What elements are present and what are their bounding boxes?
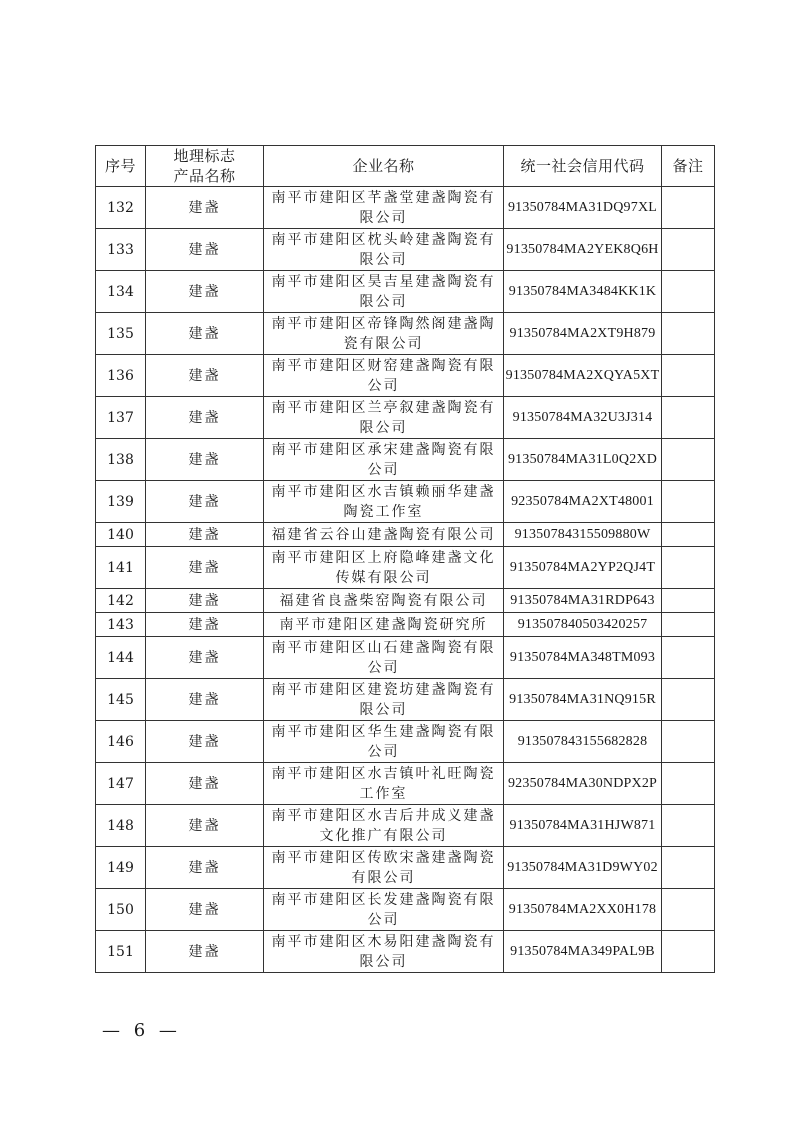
table-row bbox=[96, 679, 715, 721]
cell-company-name: 南平市建阳区水吉镇叶礼旺陶瓷工作室 bbox=[264, 763, 504, 805]
cell-remark bbox=[662, 547, 715, 589]
table-row bbox=[96, 355, 715, 397]
header-company: 企业名称 bbox=[264, 146, 504, 187]
cell-credit-code: 91350784050342025​7 bbox=[504, 613, 662, 637]
cell-remark bbox=[662, 187, 715, 229]
cell-remark bbox=[662, 613, 715, 637]
cell-company-name: 南平市建阳区建盏陶瓷研究所 bbox=[264, 613, 504, 637]
cell-company-name: 南平市建阳区水吉镇赖丽华建盏陶瓷工作室 bbox=[264, 481, 504, 523]
cell-company-name: 南平市建阳区枕头岭建盏陶瓷有限公司 bbox=[264, 229, 504, 271]
cell-credit-code: 91350784MA31DQ97XL bbox=[504, 187, 662, 229]
cell-product: 建盏 bbox=[146, 721, 264, 763]
cell-company-name: 南平市建阳区兰亭叙建盏陶瓷有限公司 bbox=[264, 397, 504, 439]
cell-company-name: 南平市建阳区芊盏堂建盏陶瓷有限公司 bbox=[264, 187, 504, 229]
table-header-row bbox=[96, 146, 715, 187]
cell-product: 建盏 bbox=[146, 763, 264, 805]
cell-seq: 138 bbox=[96, 439, 146, 481]
cell-company-name: 南平市建阳区上府隐峰建盏文化传媒有限公司 bbox=[264, 547, 504, 589]
cell-credit-code: 91350784MA31RDP643 bbox=[504, 589, 662, 613]
enterprise-table bbox=[95, 145, 715, 973]
table-row bbox=[96, 889, 715, 931]
cell-remark bbox=[662, 763, 715, 805]
header-code: 统一社会信用代码 bbox=[504, 146, 662, 187]
cell-product: 建盏 bbox=[146, 547, 264, 589]
cell-remark bbox=[662, 397, 715, 439]
table-row bbox=[96, 481, 715, 523]
cell-company-name: 南平市建阳区木易阳建盏陶瓷有限公司 bbox=[264, 931, 504, 973]
table-row bbox=[96, 931, 715, 973]
cell-remark bbox=[662, 481, 715, 523]
cell-credit-code: 91350784MA2XQYA5XT bbox=[504, 355, 662, 397]
cell-seq: 133 bbox=[96, 229, 146, 271]
cell-company-name: 福建省良盏柴窑陶瓷有限公司 bbox=[264, 589, 504, 613]
cell-product: 建盏 bbox=[146, 229, 264, 271]
cell-company-name: 福建省云谷山建盏陶瓷有限公司 bbox=[264, 523, 504, 547]
cell-seq: 143 bbox=[96, 613, 146, 637]
cell-credit-code: 92350784MA30NDPX2P bbox=[504, 763, 662, 805]
cell-remark bbox=[662, 271, 715, 313]
cell-credit-code: 91350784MA31L0Q2XD bbox=[504, 439, 662, 481]
table-row bbox=[96, 523, 715, 547]
cell-company-name: 南平市建阳区山石建盏陶瓷有限公司 bbox=[264, 637, 504, 679]
cell-remark bbox=[662, 637, 715, 679]
cell-product: 建盏 bbox=[146, 805, 264, 847]
cell-credit-code: 92350784MA2XT48001 bbox=[504, 481, 662, 523]
cell-seq: 148 bbox=[96, 805, 146, 847]
cell-credit-code: 91350784315568282​8 bbox=[504, 721, 662, 763]
header-product-line2: 产品名称 bbox=[173, 167, 236, 185]
cell-product: 建盏 bbox=[146, 613, 264, 637]
cell-remark bbox=[662, 721, 715, 763]
cell-company-name: 南平市建阳区水吉后井成义建盏文化推广有限公司 bbox=[264, 805, 504, 847]
page-number: — 6 — bbox=[102, 1020, 181, 1041]
cell-credit-code: 91350784315509880W bbox=[504, 523, 662, 547]
table-row bbox=[96, 397, 715, 439]
table-row bbox=[96, 187, 715, 229]
cell-company-name: 南平市建阳区帝锋陶然阁建盏陶瓷有限公司 bbox=[264, 313, 504, 355]
cell-credit-code: 91350784MA2XX0H178 bbox=[504, 889, 662, 931]
table-row bbox=[96, 271, 715, 313]
header-product-line1: 地理标志 bbox=[173, 147, 236, 165]
table-row bbox=[96, 763, 715, 805]
cell-credit-code: 91350784MA31NQ915R bbox=[504, 679, 662, 721]
cell-remark bbox=[662, 931, 715, 973]
cell-product: 建盏 bbox=[146, 889, 264, 931]
cell-remark bbox=[662, 229, 715, 271]
cell-credit-code: 91350784MA2YEK8Q6H bbox=[504, 229, 662, 271]
table-row bbox=[96, 805, 715, 847]
cell-credit-code: 91350784MA2YP2QJ4T bbox=[504, 547, 662, 589]
cell-seq: 150 bbox=[96, 889, 146, 931]
cell-seq: 140 bbox=[96, 523, 146, 547]
cell-seq: 146 bbox=[96, 721, 146, 763]
cell-seq: 137 bbox=[96, 397, 146, 439]
cell-seq: 134 bbox=[96, 271, 146, 313]
table-row bbox=[96, 721, 715, 763]
cell-product: 建盏 bbox=[146, 439, 264, 481]
table-row bbox=[96, 637, 715, 679]
cell-product: 建盏 bbox=[146, 355, 264, 397]
cell-company-name: 南平市建阳区长发建盏陶瓷有限公司 bbox=[264, 889, 504, 931]
cell-company-name: 南平市建阳区承宋建盏陶瓷有限公司 bbox=[264, 439, 504, 481]
cell-remark bbox=[662, 355, 715, 397]
cell-product: 建盏 bbox=[146, 847, 264, 889]
cell-seq: 135 bbox=[96, 313, 146, 355]
cell-seq: 132 bbox=[96, 187, 146, 229]
cell-seq: 142 bbox=[96, 589, 146, 613]
header-seq: 序号 bbox=[96, 146, 146, 187]
table-row bbox=[96, 439, 715, 481]
table-row bbox=[96, 589, 715, 613]
cell-credit-code: 91350784MA32U3J314 bbox=[504, 397, 662, 439]
cell-remark bbox=[662, 313, 715, 355]
cell-credit-code: 91350784MA349PAL9B bbox=[504, 931, 662, 973]
cell-credit-code: 91350784MA31HJW871 bbox=[504, 805, 662, 847]
table-row bbox=[96, 847, 715, 889]
cell-product: 建盏 bbox=[146, 637, 264, 679]
cell-remark bbox=[662, 889, 715, 931]
cell-company-name: 南平市建阳区华生建盏陶瓷有限公司 bbox=[264, 721, 504, 763]
cell-product: 建盏 bbox=[146, 187, 264, 229]
cell-product: 建盏 bbox=[146, 679, 264, 721]
table-row bbox=[96, 229, 715, 271]
cell-credit-code: 91350784MA2XT9H879 bbox=[504, 313, 662, 355]
header-product bbox=[146, 146, 264, 187]
header-remark: 备注 bbox=[662, 146, 715, 187]
cell-company-name: 南平市建阳区昊吉星建盏陶瓷有限公司 bbox=[264, 271, 504, 313]
cell-remark bbox=[662, 847, 715, 889]
cell-product: 建盏 bbox=[146, 931, 264, 973]
cell-seq: 149 bbox=[96, 847, 146, 889]
cell-seq: 139 bbox=[96, 481, 146, 523]
cell-credit-code: 91350784MA348TM093 bbox=[504, 637, 662, 679]
cell-seq: 145 bbox=[96, 679, 146, 721]
cell-product: 建盏 bbox=[146, 481, 264, 523]
cell-company-name: 南平市建阳区财窑建盏陶瓷有限公司 bbox=[264, 355, 504, 397]
cell-company-name: 南平市建阳区建瓷坊建盏陶瓷有限公司 bbox=[264, 679, 504, 721]
cell-seq: 151 bbox=[96, 931, 146, 973]
cell-product: 建盏 bbox=[146, 397, 264, 439]
cell-remark bbox=[662, 523, 715, 547]
cell-product: 建盏 bbox=[146, 271, 264, 313]
cell-product: 建盏 bbox=[146, 589, 264, 613]
cell-credit-code: 91350784MA31D9WY02 bbox=[504, 847, 662, 889]
cell-remark bbox=[662, 439, 715, 481]
cell-credit-code: 91350784MA3484KK1K bbox=[504, 271, 662, 313]
cell-remark bbox=[662, 679, 715, 721]
cell-seq: 144 bbox=[96, 637, 146, 679]
cell-seq: 141 bbox=[96, 547, 146, 589]
cell-product: 建盏 bbox=[146, 523, 264, 547]
cell-product: 建盏 bbox=[146, 313, 264, 355]
table-row bbox=[96, 613, 715, 637]
table-row bbox=[96, 313, 715, 355]
cell-seq: 136 bbox=[96, 355, 146, 397]
cell-remark bbox=[662, 805, 715, 847]
cell-company-name: 南平市建阳区传欧宋盏建盏陶瓷有限公司 bbox=[264, 847, 504, 889]
table-row bbox=[96, 547, 715, 589]
cell-seq: 147 bbox=[96, 763, 146, 805]
cell-remark bbox=[662, 589, 715, 613]
